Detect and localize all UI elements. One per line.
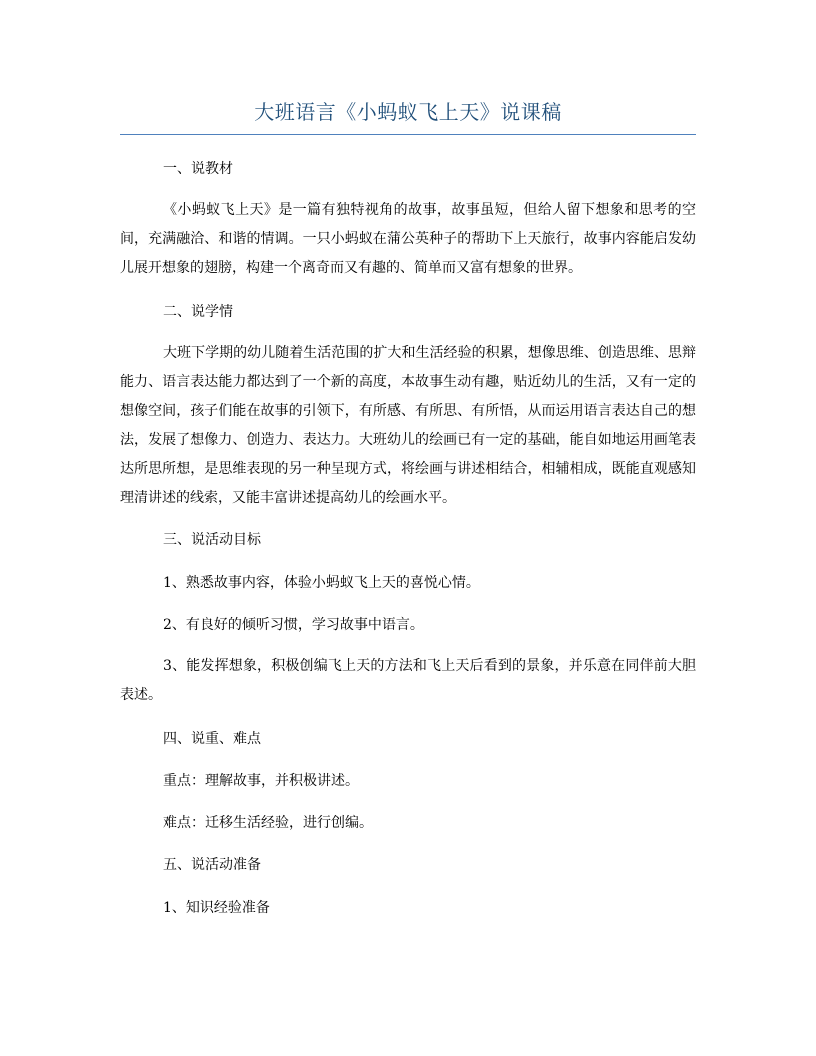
key-point: 重点：理解故事，并积极讲述。 [163,773,359,789]
goal-item-1: 1、熟悉故事内容，体验小蚂蚁飞上天的喜悦心情。 [163,575,480,591]
section-heading-2: 二、说学情 [163,304,233,320]
title-divider [120,134,696,135]
document-title: 大班语言《小蚂蚁飞上天》说课稿 [254,100,562,124]
difficult-point: 难点：迁移生活经验，进行创编。 [163,815,373,831]
section-1-paragraph: 《小蚂蚁飞上天》是一篇有独特视角的故事，故事虽短，但给人留下想象和思考的空间，充满融洽、和谐的情调。一只小蚂蚁在蒲公英种子的帮助下上天旅行，故事内容能启发幼儿展开想象的翅膀，构建一个离奇而又有趣的、简单而又富有想象的世界。 [120,202,696,276]
section-heading-3: 三、说活动目标 [163,532,261,548]
preparation-item-1: 1、知识经验准备 [163,900,270,916]
section-heading-1: 一、说教材 [163,161,233,177]
section-2-paragraph: 大班下学期的幼儿随着生活范围的扩大和生活经验的积累，想像思维、创造思维、思辩能力、语言表达能力都达到了一个新的高度，本故事生动有趣，贴近幼儿的生活，又有一定的想像空间，孩子们能在故事的引领下，有所感、有所思、有所悟，从而运用语言表达自己的想法，发展了想像力、创造力、表达力。大班幼儿的绘画已有一定的基础，能自如地运用画笔表达所思所想，是思维表现的另一种呈现方式，将绘画与讲述相结合，相辅相成，既能直观感知理清讲述的线索，又能丰富讲述提高幼儿的绘画水平。 [120,345,696,506]
goal-item-2: 2、有良好的倾听习惯，学习故事中语言。 [163,617,424,633]
goal-item-3: 3、能发挥想象，积极创编飞上天的方法和飞上天后看到的景象，并乐意在同伴前大胆表述。 [120,658,696,703]
section-heading-4: 四、说重、难点 [163,731,261,747]
section-heading-5: 五、说活动准备 [163,857,261,873]
